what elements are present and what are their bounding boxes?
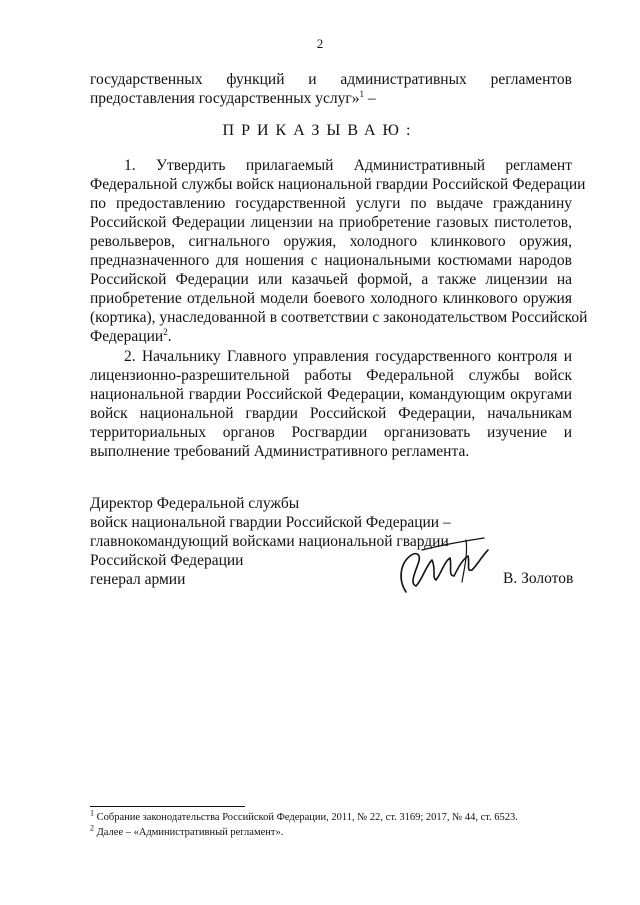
intro-line-1: государственных функций и административных регламентов (90, 71, 572, 88)
footnote-ref-1: 1 (359, 88, 364, 99)
signer-rank: генерал армии (90, 571, 186, 588)
item1-line-1: 1. Утвердить прилагаемый Административный регламент (124, 157, 572, 174)
signer-title-line-1: Директор Федеральной службы (90, 495, 300, 512)
intro-line-2: предоставления государственных услуг»$^1$ – (90, 88, 376, 107)
footnote-ref-2: 2 (163, 326, 168, 337)
item2-line-5: территориальных органов Росгвардии организовать изучение и (90, 424, 572, 441)
item2-line-6: выполнение требований Административного регламента. (90, 443, 470, 460)
item1-line-9: (кортика), унаследованной в соответствии с законодательством Российской (90, 309, 588, 326)
handwritten-signature (392, 520, 492, 600)
signer-title-line-4: Российской Федерации (90, 552, 244, 569)
item2-line-1: 2. Начальнику Главного управления государственного контроля и (124, 348, 572, 365)
item2-line-3: национальной гвардии Российской Федерации, командующим округами (90, 386, 572, 403)
item2-line-2: лицензионно-разрешительной работы Федеральной службы войск (90, 367, 572, 384)
signer-name: В. Золотов (503, 570, 574, 587)
footnote-2: $^2$ Далее – «Административный регламент». (90, 823, 284, 838)
item1-line-10: Федерации$^2$. (90, 326, 172, 345)
item1-line-2: Федеральной службы войск национальной гвардии Российской Федерации (90, 176, 586, 193)
item1-line-7: Российской Федерации или казачьей формой, а также лицензии на (90, 271, 572, 288)
order-heading: ПРИКАЗЫВАЮ: (222, 122, 418, 139)
signer-title-line-3: главнокомандующий войсками национальной гвардии (90, 533, 449, 550)
footnote-divider (90, 806, 245, 807)
footnote-1: $^1$ Собрание законодательства Российской Федерации, 2011, № 22, ст. 3169; 2017, № 44, ст. 6523. (90, 808, 518, 823)
item2-line-4: войск национальной гвардии Российской Федерации, начальникам (90, 405, 572, 422)
item1-line-3: по предоставлению государственной услуги по выдаче гражданину (90, 195, 572, 212)
item1-line-6: предназначенного для ношения с национальными костюмами народов (90, 252, 572, 269)
page-number: 2 (316, 36, 324, 51)
signer-title-line-2: войск национальной гвардии Российской Федерации – (90, 514, 451, 531)
item1-line-8: приобретение отдельной модели боевого холодного клинкового оружия (90, 290, 572, 307)
item1-line-5: револьверов, сигнального оружия, холодного клинкового оружия, (90, 233, 572, 250)
item1-line-4: Российской Федерации лицензии на приобретение газовых пистолетов, (90, 214, 572, 231)
